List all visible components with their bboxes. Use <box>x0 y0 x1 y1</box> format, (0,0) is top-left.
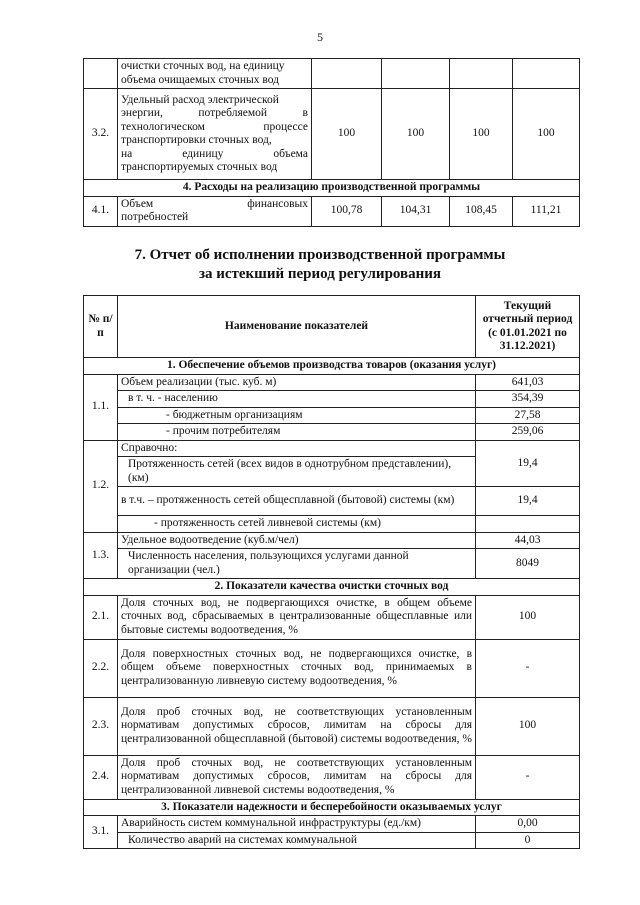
row-name: Удельный расход электрической энергии, потребляемой в технологическом процессе транспортировки сточных вод, на единицу объема транспортируемых сточных вод <box>118 89 312 180</box>
value-cell: 111,21 <box>513 196 580 226</box>
value-cell: 0 <box>476 832 580 849</box>
value-cell: 100,78 <box>312 196 382 226</box>
table-row: 3.1. Аварийность систем коммунальной инфраструктуры (ед./км) 0,00 <box>84 816 580 833</box>
value-cell: 100 <box>513 89 580 180</box>
section-row <box>84 799 580 816</box>
value-cell: 0,00 <box>476 816 580 833</box>
value-cell: 100 <box>312 89 382 180</box>
header-row <box>84 296 580 358</box>
row-number: 4.1. <box>84 196 118 226</box>
header-value: Текущий отчетный период (с 01.01.2021 по 31.12.2021) <box>476 296 580 358</box>
page-number: 5 <box>317 30 323 44</box>
value-cell: 27,58 <box>476 407 580 424</box>
table-row: 1.1. Объем реализации (тыс. куб. м) 641,03 <box>84 374 580 391</box>
section-title: 2. Показатели качества очистки сточных вод <box>84 579 580 596</box>
table-row: в т. ч. - населению 354,39 <box>84 391 580 408</box>
header-name: Наименование показателей <box>118 296 476 358</box>
table-row: Численность населения, пользующихся услугами данной организации (чел.) 8049 <box>84 549 580 579</box>
value-cell: 354,39 <box>476 391 580 408</box>
row-name: очистки сточных вод, на единицу объема очищаемых сточных вод <box>118 59 312 89</box>
row-number: 1.3. <box>84 532 118 579</box>
value-cell: 100 <box>476 697 580 755</box>
table-row <box>84 196 580 226</box>
section-title: 1. Обеспечение объемов производства товаров (оказания услуг) <box>84 358 580 375</box>
table-row: - прочим потребителям 259,06 <box>84 424 580 441</box>
value-cell: 641,03 <box>476 374 580 391</box>
table-row: 1.2. Справочно: 19,4 <box>84 440 580 457</box>
value-cell: 100 <box>382 89 450 180</box>
row-number: 2.1. <box>84 595 118 639</box>
section-row <box>84 579 580 596</box>
table-row: 2.4. Доля проб сточных вод, не соответствующих установленным нормативам допустимых сбросов, лимитам на сбросы для централизованной ливневой системы водоотведения, % - <box>84 755 580 799</box>
value-cell: 259,06 <box>476 424 580 441</box>
section-title: 4. Расходы на реализацию производственной программы <box>84 180 580 197</box>
table-row: - бюджетным организациям 27,58 <box>84 407 580 424</box>
row-number: 3.1. <box>84 816 118 849</box>
report-table <box>83 295 580 849</box>
value-cell: 104,31 <box>382 196 450 226</box>
table-row: Количество аварий на системах коммунальной 0 <box>84 832 580 849</box>
value-cell: 100 <box>476 595 580 639</box>
table-row: 2.3. Доля проб сточных вод, не соответствующих установленным нормативам допустимых сбросов, лимитам на сбросы для централизованной общесплавной (бытовой) системы водоотведения, % 100 <box>84 697 580 755</box>
value-cell: 19,4 <box>476 440 580 487</box>
row-number: 1.1. <box>84 374 118 440</box>
section-heading: 7. Отчет об исполнении производственной программы за истекший период регулирования <box>134 247 506 282</box>
table-row: 2.1. Доля сточных вод, не подвергающихся очистке, в общем объеме сточных вод, сбрасываемых в централизованные общесплавные или бытовые системы водоотведения, % 100 <box>84 595 580 639</box>
table-row <box>84 89 580 180</box>
value-cell: 100 <box>450 89 513 180</box>
value-cell: 108,45 <box>450 196 513 226</box>
value-cell: 8049 <box>476 549 580 579</box>
section-row <box>84 358 580 375</box>
table-row: в т.ч. – протяженность сетей общесплавной (бытовой) системы (км) 19,4 <box>84 487 580 516</box>
section-row <box>84 180 580 197</box>
row-name: Объем финансовых потребностей <box>118 196 312 226</box>
row-number: 1.2. <box>84 440 118 532</box>
value-cell: 44,03 <box>476 532 580 549</box>
value-cell: - <box>476 755 580 799</box>
section-title: 3. Показатели надежности и бесперебойности оказываемых услуг <box>84 799 580 816</box>
value-cell: - <box>476 639 580 697</box>
table-row: 2.2. Доля поверхностных сточных вод, не подвергающихся очистке, в общем объеме поверхностных сточных вод, принимаемых в централизованную ливневую систему водоотведения, % - <box>84 639 580 697</box>
table-row <box>84 59 580 89</box>
table-row: - протяженность сетей ливневой системы (км) <box>84 516 580 533</box>
row-number: 2.2. <box>84 639 118 697</box>
row-number: 3.2. <box>84 89 118 180</box>
row-number: 2.3. <box>84 697 118 755</box>
row-number: 2.4. <box>84 755 118 799</box>
value-cell: 19,4 <box>476 487 580 516</box>
table-row: Протяженность сетей (всех видов в однотрубном представлении), (км) <box>84 457 580 487</box>
value-cell <box>476 516 580 533</box>
top-table <box>83 58 580 227</box>
header-num: № п/п <box>84 296 118 358</box>
table-row: 1.3. Удельное водоотведение (куб.м/чел) 44,03 <box>84 532 580 549</box>
